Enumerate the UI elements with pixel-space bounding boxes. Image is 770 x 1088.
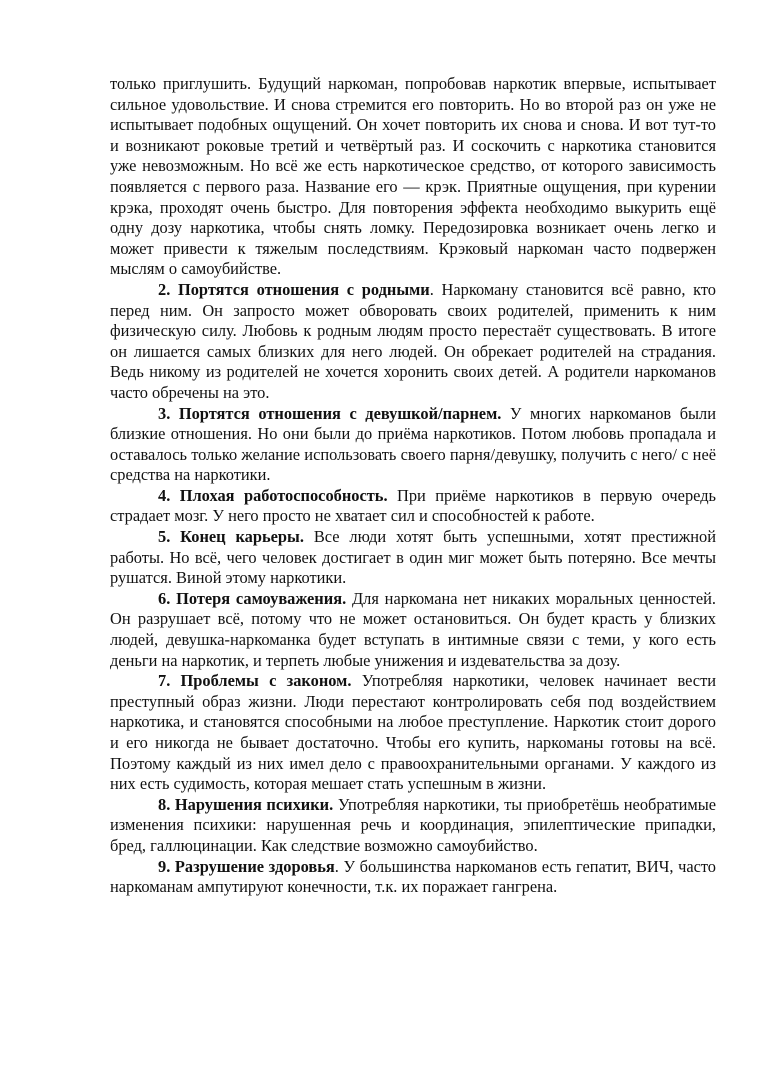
item-text: Употребляя наркотики, человек начинает вести преступный образ жизни. Люди перестают контролировать себя под воздействием наркотика, и становятся способными на любое преступление. Наркотик стоит дорого и его никогда не бывает достаточно. Чтобы его купить, наркоманы готовы на всё. Поэтому каждый из них имел дело с правоохранительными органами. У каждого из них есть судимость, которая мешает стать успешным в жизни.	[110, 671, 716, 794]
item-text: Для наркомана нет никаких моральных ценностей. Он разрушает всё, потому что не может остановиться. Он будет красть у близких людей, девушка-наркоманка будет вступать в интимные связи с теми, у кого есть деньги на наркотик, и терпеть любые унижения и издевательства за дозу.	[110, 588, 716, 670]
list-item-health	[110, 857, 716, 898]
item-heading: 6. Потеря самоуважения.	[158, 588, 347, 608]
list-item-career	[110, 527, 716, 589]
list-item-law	[110, 671, 716, 795]
list-item-partner	[110, 404, 716, 486]
list-item-work-capacity	[110, 486, 716, 527]
list-item-psyche	[110, 795, 716, 857]
item-heading: 9. Разрушение здоровья	[158, 856, 335, 876]
list-item-relatives	[110, 280, 716, 404]
item-heading: 7. Проблемы с законом.	[158, 671, 352, 691]
item-text: . Наркоману становится всё равно, кто перед ним. Он запросто может обворовать своих родителей, применить к ним физическую силу. Любовь к родным людям просто перестаёт существовать. В итоге он лишается самых близких для него людей. Он обрекает родителей на страдания. Ведь никому из родителей не хочется хоронить своих детей. А родители наркоманов часто обречены на это.	[110, 279, 716, 402]
item-text: У многих наркоманов были близкие отношения. Но они были до приёма наркотиков. Потом любовь пропадала и оставалось только желание использовать своего парня/девушку, получить с него/ с неё средства на наркотики.	[110, 403, 716, 485]
item-heading: 2. Портятся отношения с родными	[158, 279, 430, 299]
item-text: Употребляя наркотики, ты приобретёшь необратимые изменения психики: нарушенная речь и координация, эпилептические припадки, бред, галлюцинации. Как следствие возможно самоубийство.	[110, 794, 717, 855]
item-heading: 4. Плохая работоспособность.	[158, 485, 388, 505]
item-text: Все люди хотят быть успешными, хотят престижной работы. Но всё, чего человек достигает в один миг может быть потеряно. Все мечты рушатся. Виной этому наркотики.	[110, 527, 716, 588]
item-text: При приёме наркотиков в первую очередь страдает мозг. У него просто не хватает сил и способностей к работе.	[110, 485, 717, 526]
item-heading: 5. Конец карьеры.	[158, 527, 304, 547]
item-heading: 8. Нарушения психики.	[158, 794, 334, 814]
item-heading: 3. Портятся отношения с девушкой/парнем.	[158, 403, 502, 423]
list-item-self-respect	[110, 589, 716, 671]
intro-paragraph: только приглушить. Будущий наркоман, попробовав наркотик впервые, испытывает сильное удовольствие. И снова стремится его повторить. Но во второй раз он уже не испытывает подобных ощущений. Он хочет повторить их снова и снова. И вот тут-то и возникают роковые третий и четвёртый раз. И соскочить с наркотика становится уже невозможным. Но всё же есть наркотическое средство, от которого зависимость появляется с первого раза. Название его — крэк. Приятные ощущения, при курении крэка, проходят очень быстро. Для повторения эффекта необходимо выкурить ещё одну дозу наркотика, чтобы снять ломку. Передозировка возникает очень легко и может привести к тяжелым последствиям. Крэковый наркоман часто подвержен мыслям о самоубийстве.	[110, 74, 716, 279]
document-page	[110, 74, 716, 898]
item-text: . У большинства наркоманов есть гепатит, ВИЧ, часто наркоманам ампутируют конечности, т.к. их поражает гангрена.	[110, 856, 717, 897]
